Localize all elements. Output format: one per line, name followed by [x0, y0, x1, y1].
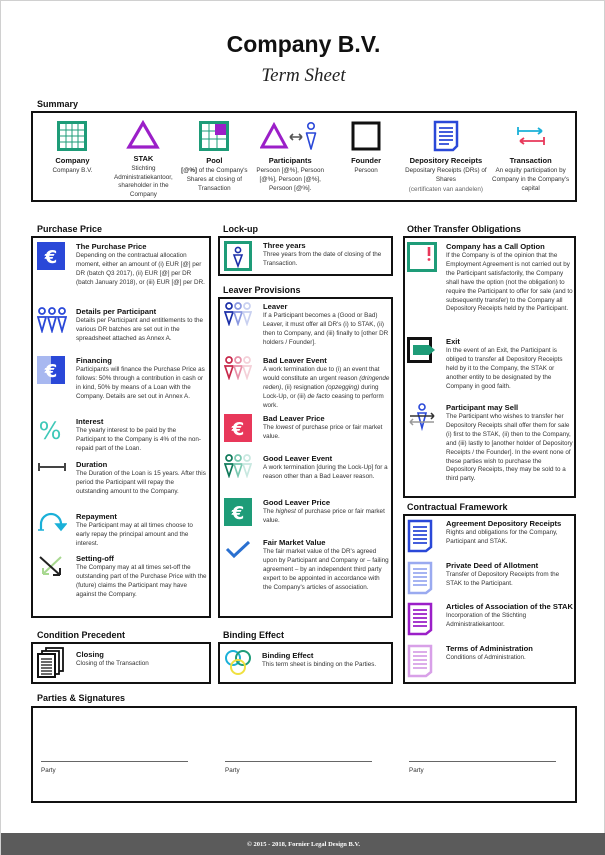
item-three-years: Three years Three years from the date of closing of the Transaction.: [224, 241, 390, 271]
document-purple-icon: [407, 602, 437, 636]
triangle-icon: [126, 119, 160, 151]
item-terms-of-administration: Terms of Administration Conditions of Administration.: [407, 644, 573, 678]
percent-icon: [37, 417, 67, 454]
document-lightpurple-icon: [407, 644, 437, 678]
good-leaver-euro-icon: [224, 498, 254, 526]
pool-grid-icon: [197, 119, 231, 153]
summary-item-stak: STAK Stichting Administratiekantoor, shareholder in the Company: [108, 119, 179, 200]
participants-exchange-icon: [260, 119, 320, 153]
item-setting-off: Setting-off The Company may at all times set-off the outstanding part of the Purchase Price with the (future) claims the Participant may have against the Company.: [37, 554, 207, 600]
signature-line-3[interactable]: [409, 761, 556, 762]
people-icon: [37, 307, 67, 344]
document-blue-icon: [407, 519, 437, 553]
item-good-leaver-event: Good Leaver Event A work termination [during the Lock-Up] for a reason other than a Bad Leaver reason.: [224, 454, 390, 482]
signature-label-2: Party: [225, 767, 240, 774]
item-binding-effect: Binding Effect This term sheet is binding on the Parties.: [223, 648, 389, 678]
item-fair-market-value: Fair Market Value The fair market value of the DR's agreed upon by Participant and Company or – failing agreement – by an independent third party expert to be appointed in accordance with the Company's articles of association.: [224, 538, 390, 593]
summary-item-depository-receipts: Depository Receipts Depositary Receipts (DRs) of Shares (certificaten van aandelen): [402, 119, 491, 200]
bad-leaver-people-icon: [224, 356, 254, 411]
svg-text:€: €: [231, 419, 245, 440]
duration-icon: [37, 460, 67, 497]
rings-icon: [223, 648, 253, 678]
section-label-other-transfer: Other Transfer Obligations: [407, 224, 522, 234]
item-duration: Duration The Duration of the Loan is 15 years. After this period the Participant will repay the outstanding amount to the Company.: [37, 460, 207, 497]
signature-line-1[interactable]: [41, 761, 188, 762]
summary-item-transaction: Transaction An equity participation by Company in the Company's capital: [490, 119, 571, 200]
document-icon: [429, 119, 463, 153]
call-option-icon: [407, 242, 437, 314]
section-label-purchase-price: Purchase Price: [37, 224, 103, 234]
summary-item-pool: Pool [@%] of the Company's Shares at closing of Transaction: [179, 119, 250, 200]
section-label-contractual-framework: Contractual Framework: [407, 502, 508, 512]
item-private-deed-of-allotment: Private Deed of Allotment Transfer of Depository Receipts from the STAK to the Participant.: [407, 561, 573, 595]
checkmark-icon: [224, 538, 254, 593]
euro-icon: [37, 242, 67, 288]
section-label-leaver-provisions: Leaver Provisions: [223, 285, 301, 295]
page-subtitle: Term Sheet: [261, 65, 346, 86]
item-articles-of-association: Articles of Association of the STAK Incorporation of the Stichting Administratiekantoor.: [407, 602, 573, 636]
svg-text:€: €: [44, 247, 58, 268]
svg-text:€: €: [231, 503, 245, 524]
item-agreement-depository-receipts: Agreement Depository Receipts Rights and obligations for the Company, Participant and STAK.: [407, 519, 573, 553]
grid-icon: [55, 119, 89, 153]
item-repayment: Repayment The Participant may at all times choose to early repay the principal amount and the interest.: [37, 512, 207, 549]
item-purchase-price: € The Purchase Price Depending on the contractual allocation moment, either an amount of (i) EUR [@] per DR (batch Q3 2017), (ii) EUR [@] per DR (batch January 2018), or (iii) EUR [@] per DR.: [37, 242, 207, 288]
page-title: Company B.V.: [226, 31, 381, 57]
item-details-per-participant: Details per Participant Details per Participant and entitlements to the various DR batches are set out in the spreadsheet attached as Annex A.: [37, 307, 207, 344]
footer-copyright: © 2015 - 2018, Fornier Legal Design B.V.: [1, 833, 605, 855]
item-financing: € Financing Participants will finance the Purchase Price as follows: 50% through a contribution in cash or in kind, 50% by means of a Loan with the Company. Details are set out in Annex A.: [37, 356, 207, 402]
signature-label-3: Party: [409, 767, 424, 774]
repayment-icon: [37, 512, 67, 549]
item-interest: % Interest The yearly interest to be paid by the Participant to the Company is 4% of the non-repaid part of the Loan.: [38, 417, 201, 452]
item-participant-may-sell: Participant may Sell The Participant who wishes to transfer her Depository Receipts shall offer them for sale (i) first to the STAK, (ii) then to the Company, and (iii) lastly to [another holder of Depository Receipts / the Founder]. In the event none of these parties wish to purchase the Depository Receipts, they may be sold to a third party.: [407, 403, 573, 484]
leaver-people-icon: [224, 302, 254, 348]
item-leaver: Leaver If a Participant becomes a (Good or Bad) Leaver, it must offer all DR's (i) to STAK, (ii) then to Company, and (iii) finally to [other DR holders / Founder].: [224, 302, 390, 348]
signature-line-2[interactable]: [225, 761, 372, 762]
square-icon: [349, 119, 383, 153]
section-label-parties-signatures: Parties & Signatures: [37, 693, 126, 703]
documents-stack-icon: [37, 647, 67, 679]
summary-item-founder: Founder Persoon: [331, 119, 402, 200]
set-off-icon: [37, 554, 67, 600]
item-call-option: Company has a Call Option If the Company is of the opinion that the Employment Agreement is not carried out by the Participant satisfactorily, the Company shall have the option (not the obligation) to require the Participant to offer for sale (and to subsequently transfer) to the Company all Depository Receipts held by the Participant.: [407, 242, 573, 314]
section-label-binding-effect: Binding Effect: [223, 630, 284, 640]
summary-item-participants: Participants Persoon [@%], Persoon [@%], Persoon [@%], Persoon [@%].: [250, 119, 331, 200]
svg-text:%: %: [38, 417, 62, 443]
exit-icon: [407, 337, 437, 392]
signature-label-1: Party: [41, 767, 56, 774]
lock-person-icon: [224, 241, 254, 271]
item-exit: Exit In the event of an Exit, the Participant is obliged to transfer all Depository Receipts held by it to the Company, the STAK or another entity to be designated by the Company in good faith.: [407, 337, 573, 392]
summary-item-company: Company Company B.V.: [37, 119, 108, 200]
document-lightblue-icon: [407, 561, 437, 595]
svg-text:€: €: [44, 361, 58, 382]
signatures-box: [31, 706, 577, 803]
section-label-summary: Summary: [37, 99, 79, 109]
bad-leaver-euro-icon: [224, 414, 254, 442]
euro-split-icon: [37, 356, 67, 402]
good-leaver-people-icon: [224, 454, 254, 482]
section-label-condition-precedent: Condition Precedent: [37, 630, 126, 640]
item-closing: Closing Closing of the Transaction: [37, 647, 207, 679]
participant-sell-icon: [407, 403, 437, 484]
section-label-lock-up: Lock-up: [223, 224, 258, 234]
item-bad-leaver-price: € Bad Leaver Price The lowest of purchase price or fair market value.: [224, 414, 390, 442]
item-bad-leaver-event: Bad Leaver Event A work termination due to (i) an event that would constitute an urgent reason (dringende reden), (ii) resignation (opzegging) during Lock-Up, or (iii) de facto ceasing to perform work.: [224, 356, 390, 411]
summary-box: [31, 111, 577, 202]
transaction-arrows-icon: [514, 119, 548, 153]
item-good-leaver-price: € Good Leaver Price The highest of purchase price or fair market value.: [224, 498, 390, 526]
